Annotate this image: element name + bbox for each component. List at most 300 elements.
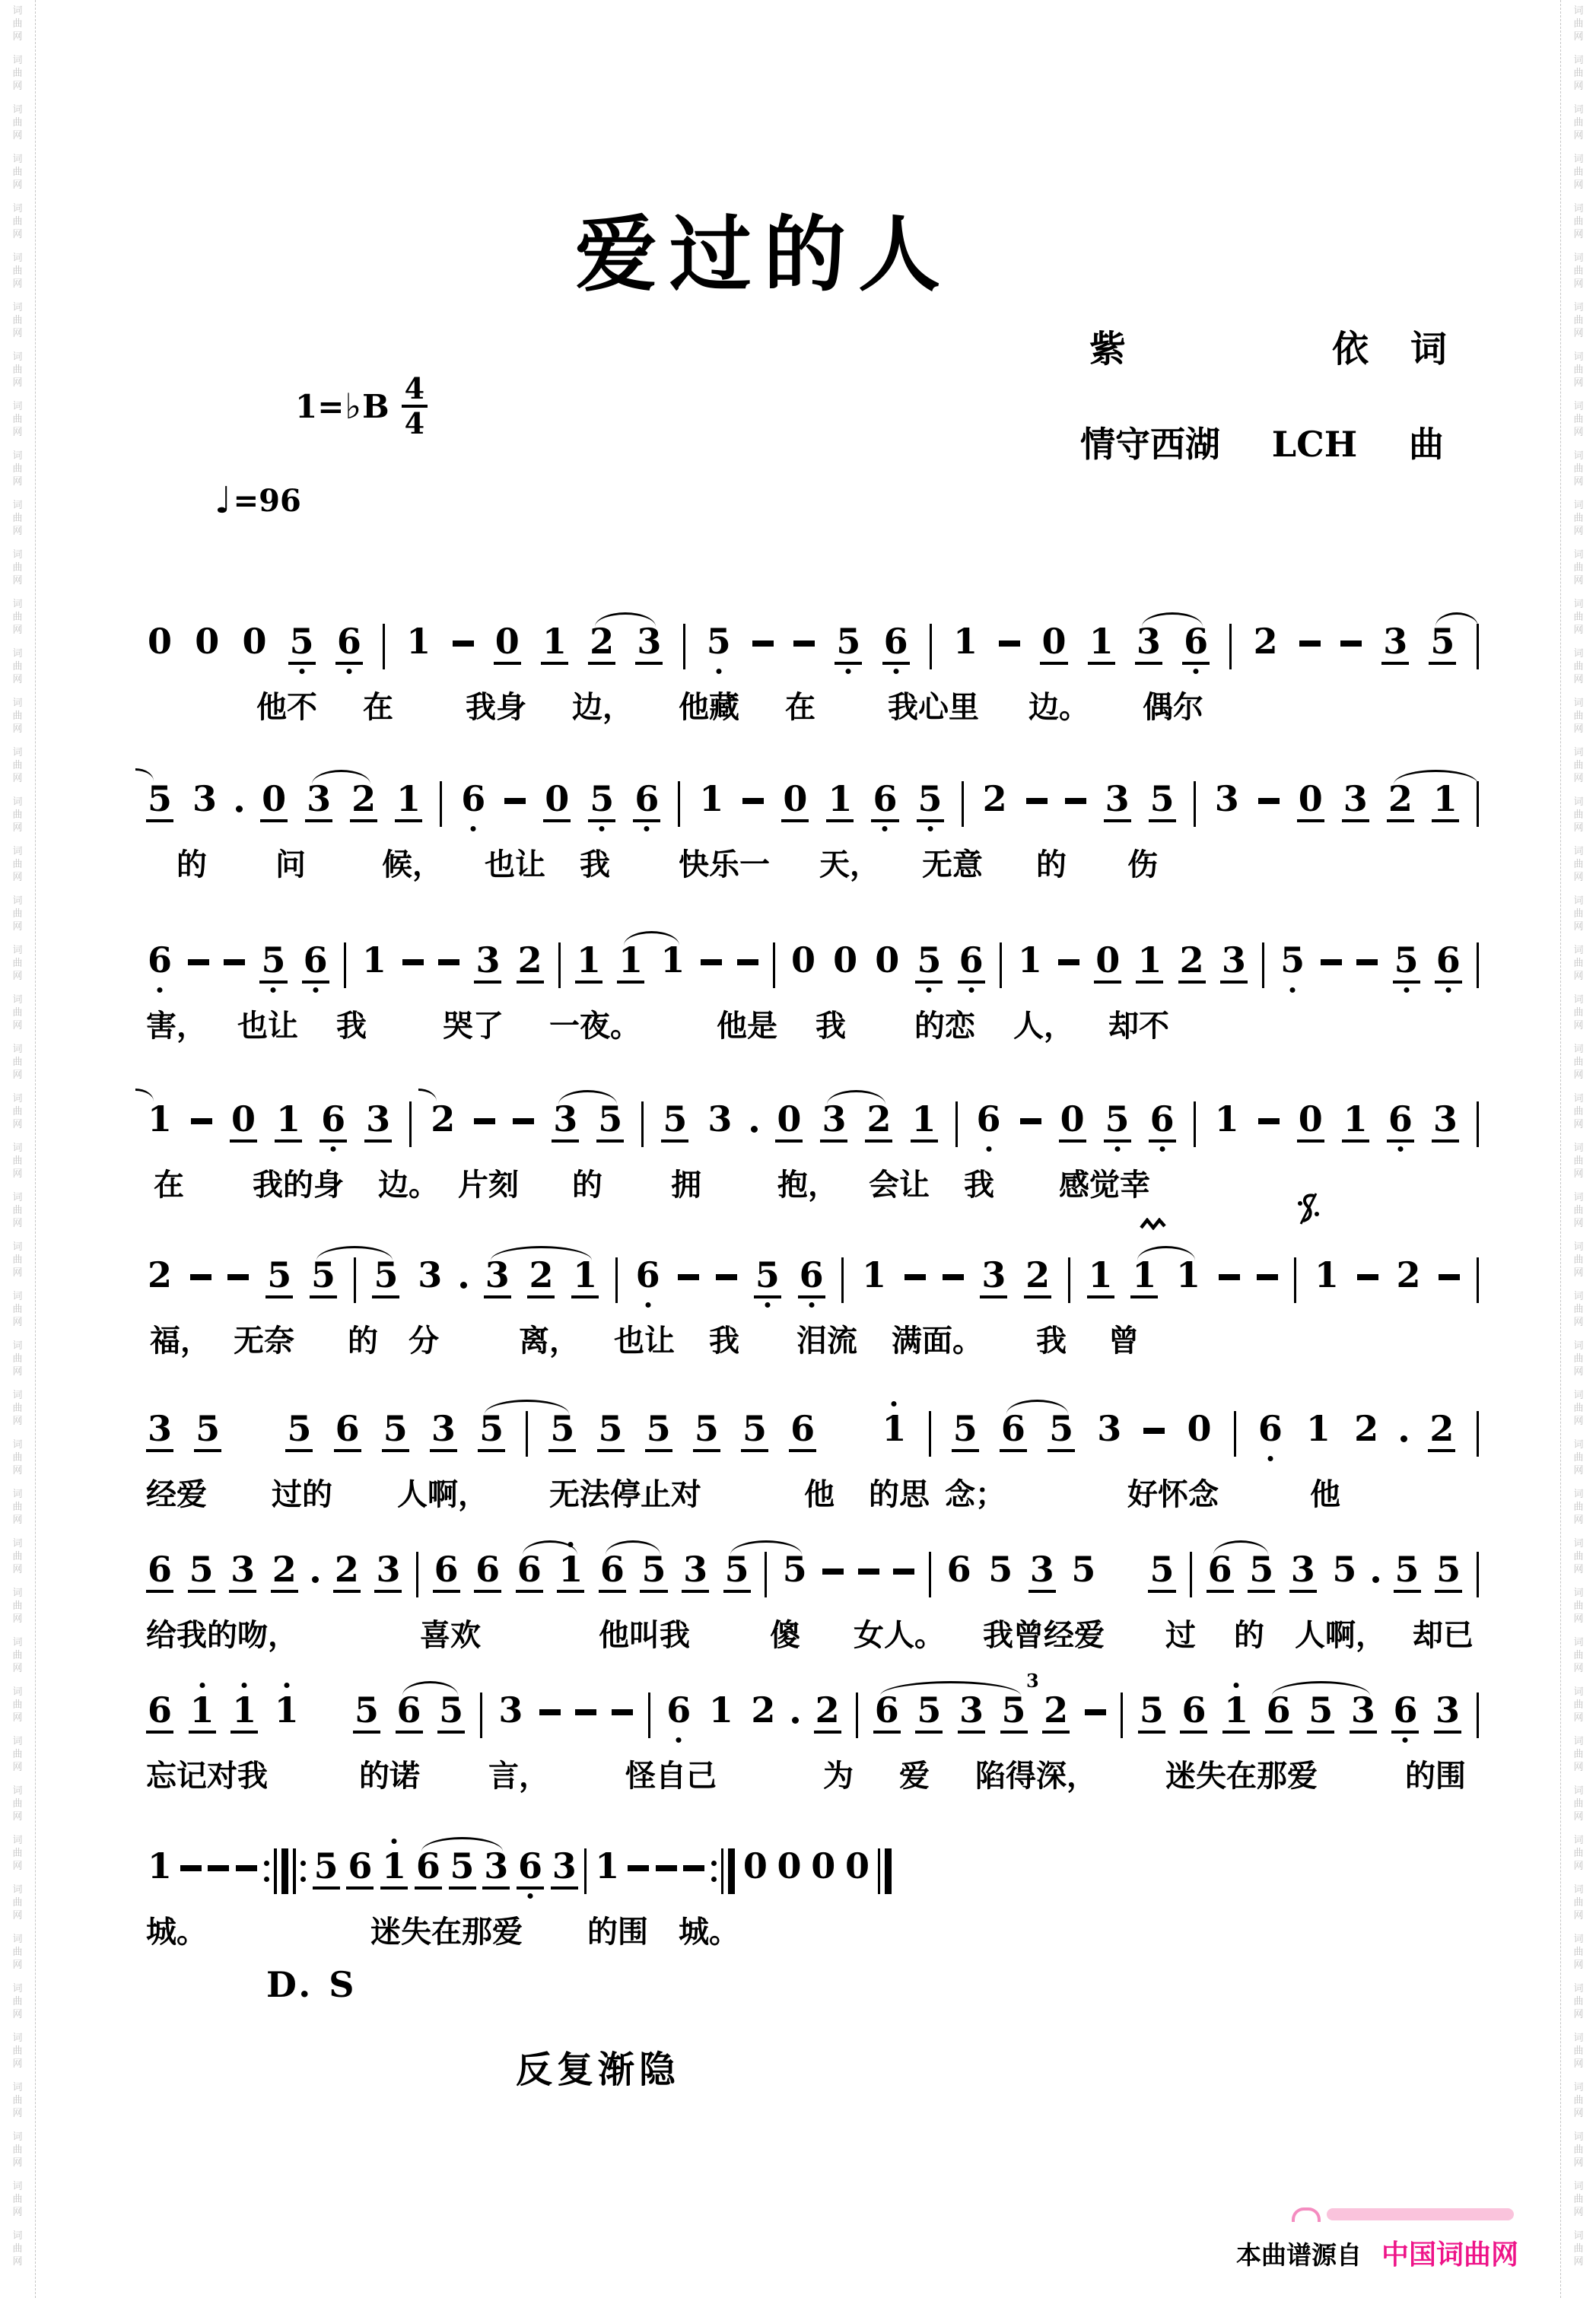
lyric: 我身 xyxy=(466,689,526,725)
barline xyxy=(344,942,346,988)
note-digit: 5 xyxy=(1248,1552,1275,1593)
lyric: 的 xyxy=(348,1323,378,1359)
lyric: 过 xyxy=(1165,1617,1196,1653)
watermark-char: 网 xyxy=(1573,625,1584,636)
watermark-char: 网 xyxy=(12,1366,23,1378)
note-5 xyxy=(146,778,173,822)
barline xyxy=(1477,1257,1479,1303)
watermark-char: 词 xyxy=(12,5,23,17)
note-1 xyxy=(1222,1689,1250,1734)
watermark-text-group xyxy=(12,1686,22,1724)
watermark-char: 网 xyxy=(1573,229,1584,240)
barline-stroke xyxy=(641,1101,644,1147)
note-6 xyxy=(516,1549,543,1593)
watermark-text-group xyxy=(12,598,22,637)
watermark-text-group xyxy=(1573,2032,1583,2071)
note-5 xyxy=(1435,1549,1462,1593)
watermark-char: 曲 xyxy=(12,809,23,821)
watermark-char: 网 xyxy=(1573,180,1584,191)
lyric: 福， xyxy=(150,1323,211,1359)
watermark-char: 网 xyxy=(1573,2207,1584,2218)
note-digit: 6 xyxy=(433,1552,460,1593)
barline-stroke xyxy=(1229,624,1232,669)
note-digit: 2 xyxy=(1396,1254,1421,1295)
lyric: 无法停止对 xyxy=(549,1476,701,1512)
note-5 xyxy=(353,1689,380,1734)
watermark-char: 曲 xyxy=(12,1155,23,1167)
music-line-4 xyxy=(146,1098,1485,1254)
dash xyxy=(793,640,815,647)
note-5 xyxy=(194,1408,221,1452)
watermark-char: 词 xyxy=(12,1143,23,1154)
time-signature-denominator: 4 xyxy=(404,406,425,440)
watermark-char: 网 xyxy=(12,1811,23,1823)
watermark-text-group xyxy=(12,54,22,93)
note-1 xyxy=(1016,939,1044,984)
note-2 xyxy=(1024,1254,1051,1298)
aug-dot xyxy=(312,1576,319,1583)
note-1 xyxy=(146,1098,173,1143)
watermark-char: 网 xyxy=(1573,2157,1584,2169)
note-3 xyxy=(706,1098,733,1143)
note-2 xyxy=(333,1549,361,1593)
lyric: 满面。 xyxy=(892,1323,983,1359)
note-6 xyxy=(459,778,487,822)
watermark-text-group xyxy=(12,1933,22,1972)
lyric: 分 xyxy=(409,1323,439,1359)
watermark-char: 词 xyxy=(1573,1143,1584,1154)
watermark-char: 词 xyxy=(12,2033,23,2044)
watermark-char: 网 xyxy=(12,1564,23,1575)
music-line-1 xyxy=(146,621,1485,776)
watermark-text-group xyxy=(1573,548,1583,587)
note-6 xyxy=(1000,1408,1027,1452)
dash xyxy=(716,1274,737,1280)
note-digit: 5 xyxy=(265,1257,293,1298)
note-0 xyxy=(1186,1408,1213,1452)
watermark-char: 曲 xyxy=(1573,68,1584,79)
watermark-char: 网 xyxy=(1573,1317,1584,1328)
watermark-char: 词 xyxy=(1573,1835,1584,1846)
watermark-char: 词 xyxy=(1573,2082,1584,2093)
note-3 xyxy=(374,1549,402,1593)
note-3 xyxy=(482,1845,510,1890)
low-octave-dot xyxy=(645,1302,650,1308)
note-6 xyxy=(1257,1408,1284,1452)
watermark-char: 网 xyxy=(1573,1168,1584,1180)
note-5 xyxy=(382,1408,409,1452)
lyric: 的思 xyxy=(869,1476,930,1512)
dash xyxy=(438,959,459,965)
watermark-char: 词 xyxy=(1573,945,1584,956)
watermark-text-group xyxy=(12,796,22,834)
watermark-char: 网 xyxy=(1573,1613,1584,1625)
watermark-text-group xyxy=(1573,1537,1583,1576)
watermark-char: 网 xyxy=(12,1712,23,1724)
barline xyxy=(526,1411,528,1457)
lyric: 他叫我 xyxy=(599,1617,690,1653)
dash xyxy=(504,798,526,804)
watermark-char: 曲 xyxy=(1573,760,1584,771)
note-5 xyxy=(645,1408,672,1452)
barline-stroke xyxy=(354,1257,356,1303)
note-digit: 6 xyxy=(873,1693,901,1734)
watermark-text-group xyxy=(1573,1636,1583,1675)
watermark-text-group xyxy=(1573,103,1583,142)
watermark-char: 曲 xyxy=(12,1502,23,1513)
watermark-char: 网 xyxy=(12,971,23,982)
note-digit: 5 xyxy=(288,624,316,665)
watermark-char: 词 xyxy=(12,1340,23,1352)
watermark-text-group xyxy=(12,2230,22,2268)
music-line-3 xyxy=(146,939,1485,1095)
barline-stroke xyxy=(856,1693,858,1738)
time-signature-numerator: 4 xyxy=(402,374,428,408)
note-digit: 3 xyxy=(482,1848,510,1890)
watermark-char: 曲 xyxy=(12,463,23,475)
watermark-char: 网 xyxy=(12,872,23,883)
lyric: 偶尔 xyxy=(1143,689,1203,725)
spacer xyxy=(1111,1552,1134,1559)
low-octave-dot xyxy=(893,669,898,674)
lyric: 过的 xyxy=(272,1476,332,1512)
watermark-text-group xyxy=(12,351,22,389)
barline-stroke xyxy=(293,1848,296,1894)
watermark-char: 网 xyxy=(1573,1366,1584,1378)
note-3 xyxy=(1135,621,1162,665)
music-line-2 xyxy=(146,778,1485,933)
note-5 xyxy=(640,1549,667,1593)
dash xyxy=(1299,640,1321,647)
note-digit: 2 xyxy=(751,1689,776,1731)
watermark-char: 网 xyxy=(1573,773,1584,784)
note-1 xyxy=(1087,1254,1114,1298)
note-5 xyxy=(1104,1098,1131,1143)
note-6 xyxy=(665,1689,692,1734)
note-digit: 1 xyxy=(826,781,854,822)
note-digit: 5 xyxy=(1393,942,1420,984)
low-octave-dot xyxy=(1403,1737,1408,1743)
note-digit: 1 xyxy=(911,1101,938,1143)
watermark-char: 曲 xyxy=(1573,661,1584,672)
note-6 xyxy=(320,1098,347,1143)
watermark-char: 词 xyxy=(12,351,23,363)
watermark-char: 曲 xyxy=(1573,2194,1584,2205)
note-0 xyxy=(776,1845,803,1890)
note-6 xyxy=(1391,1689,1419,1734)
note-digit: 5 xyxy=(1149,781,1176,822)
note-digit: 1 xyxy=(1432,781,1459,822)
watermark-char: 词 xyxy=(1573,1192,1584,1203)
watermark-char: 网 xyxy=(1573,1663,1584,1674)
watermark-char: 网 xyxy=(1573,723,1584,735)
note-digit: 5 xyxy=(310,1257,337,1298)
barline xyxy=(1477,1101,1479,1147)
lyric: 我 xyxy=(815,1008,846,1044)
note-0 xyxy=(790,939,817,984)
barline xyxy=(1477,624,1479,669)
watermark-char: 曲 xyxy=(12,958,23,969)
note-digit: 5 xyxy=(1071,1549,1096,1590)
note-1 xyxy=(698,778,725,822)
time-signature xyxy=(402,371,428,440)
watermark-char: 曲 xyxy=(12,2045,23,2057)
note-5 xyxy=(372,1254,399,1298)
note-digit: 5 xyxy=(146,781,173,822)
watermark-char: 词 xyxy=(1573,450,1584,462)
note-digit: 6 xyxy=(396,1693,423,1734)
note-3 xyxy=(635,621,663,665)
watermark-char: 词 xyxy=(12,55,23,66)
note-digit: 0 xyxy=(790,939,815,981)
watermark-char: 曲 xyxy=(12,710,23,722)
watermark-char: 网 xyxy=(12,1465,23,1476)
site-logo-text-blur xyxy=(1327,2208,1514,2220)
lyric: 候， xyxy=(382,847,443,882)
watermark-char: 网 xyxy=(12,180,23,191)
watermark-text-group xyxy=(12,1488,22,1527)
lyric: 无奈 xyxy=(234,1323,294,1359)
watermark-char: 词 xyxy=(1573,1340,1584,1352)
barline-stroke xyxy=(929,1552,931,1597)
watermark-char: 词 xyxy=(1573,1785,1584,1797)
note-3 xyxy=(980,1254,1007,1298)
watermark-text-group xyxy=(1573,1290,1583,1329)
note-6 xyxy=(1207,1549,1234,1593)
watermark-char: 网 xyxy=(12,1070,23,1081)
watermark-char: 曲 xyxy=(1573,1551,1584,1562)
note-6 xyxy=(975,1098,1003,1143)
watermark-char: 曲 xyxy=(1573,463,1584,475)
watermark-text-group xyxy=(12,5,22,43)
note-0 xyxy=(1297,1098,1324,1143)
note-2 xyxy=(1395,1254,1423,1298)
note-0 xyxy=(742,1845,769,1890)
note-3 xyxy=(1342,778,1369,822)
barline xyxy=(683,624,685,669)
watermark-char: 网 xyxy=(1573,1465,1584,1476)
watermark-char: 词 xyxy=(1573,1538,1584,1549)
dash xyxy=(1058,959,1079,965)
note-digit: 3 xyxy=(1342,781,1369,822)
note-digit: 2 xyxy=(1253,621,1278,662)
watermark-char: 词 xyxy=(1573,1686,1584,1698)
watermark-char: 曲 xyxy=(1573,1155,1584,1167)
watermark-char: 网 xyxy=(12,1267,23,1279)
watermark-text-group xyxy=(12,1735,22,1774)
watermark-text-group xyxy=(1573,1241,1583,1279)
note-digit: 0 xyxy=(195,621,220,662)
watermark-char: 网 xyxy=(12,1119,23,1130)
watermark-char: 网 xyxy=(1573,921,1584,933)
note-digit: 5 xyxy=(661,1101,688,1143)
note-2 xyxy=(1428,1408,1455,1452)
dash xyxy=(1065,798,1086,804)
lyric: 的诺 xyxy=(359,1758,420,1794)
right-watermark-strip xyxy=(1560,0,1596,2298)
barline-stroke xyxy=(728,1848,735,1894)
watermark-char: 曲 xyxy=(1573,710,1584,722)
note-3 xyxy=(1432,1098,1459,1143)
note-digit: 1 xyxy=(882,1408,907,1449)
lyricist-name-char1: 紫 xyxy=(1089,328,1127,370)
watermark-char: 曲 xyxy=(1573,2095,1584,2106)
note-digit: 3 xyxy=(484,1257,511,1298)
watermark-char: 网 xyxy=(12,2108,23,2119)
lyric: 片刻 xyxy=(458,1167,519,1203)
note-1 xyxy=(405,621,432,665)
watermark-char: 曲 xyxy=(12,18,23,30)
lyric: 哭了 xyxy=(443,1008,504,1044)
lyric: 好怀念 xyxy=(1127,1476,1219,1512)
dash xyxy=(752,640,774,647)
note-digit: 3 xyxy=(305,781,332,822)
watermark-char: 曲 xyxy=(1573,315,1584,326)
watermark-char: 网 xyxy=(1573,31,1584,43)
note-digit: 5 xyxy=(437,1693,465,1734)
lyric: 在 xyxy=(363,689,393,725)
note-digit: 3 xyxy=(820,1101,847,1143)
note-1 xyxy=(1342,1098,1369,1143)
watermark-char: 词 xyxy=(1573,846,1584,857)
lyric: 害， xyxy=(146,1008,207,1044)
key-prefix: 1= xyxy=(295,387,345,425)
watermark-char: 词 xyxy=(12,1983,23,1994)
barline xyxy=(354,1257,356,1303)
watermark-char: 曲 xyxy=(12,216,23,227)
note-digit: 6 xyxy=(789,1411,816,1452)
watermark-char: 网 xyxy=(12,1910,23,1921)
watermark-text-group xyxy=(12,153,22,192)
tempo-marking xyxy=(215,479,301,522)
barline-stroke xyxy=(1477,624,1479,669)
watermark-text-group xyxy=(12,1241,22,1279)
composer-initials: LCH xyxy=(1271,424,1358,465)
note-1 xyxy=(380,1845,408,1890)
note-digit: 6 xyxy=(1149,1101,1176,1143)
aug-dot xyxy=(236,806,243,812)
barline xyxy=(1194,781,1196,827)
high-octave-dot xyxy=(199,1683,205,1688)
note-0 xyxy=(260,778,288,822)
watermark-char: 网 xyxy=(1573,2058,1584,2070)
watermark-char: 曲 xyxy=(12,1403,23,1414)
watermark-text-group xyxy=(1573,1834,1583,1873)
watermark-text-group xyxy=(12,1834,22,1873)
watermark-char: 词 xyxy=(12,1439,23,1451)
note-digit: 0 xyxy=(1297,1101,1324,1143)
watermark-char: 曲 xyxy=(12,364,23,376)
note-6 xyxy=(1435,939,1462,984)
watermark-text-group xyxy=(1573,796,1583,834)
watermark-text-group xyxy=(1573,2081,1583,2120)
low-octave-dot xyxy=(1445,987,1451,993)
watermark-char: 词 xyxy=(12,401,23,412)
barline-stroke xyxy=(683,624,685,669)
watermark-text-group xyxy=(12,1636,22,1675)
barline-stroke xyxy=(440,781,442,827)
watermark-text-group xyxy=(1573,54,1583,93)
note-digit: 3 xyxy=(1220,942,1248,984)
low-octave-dot xyxy=(331,1146,336,1152)
note-digit: 5 xyxy=(1435,1552,1462,1593)
dash xyxy=(893,1569,914,1575)
note-digit: 3 xyxy=(682,1552,709,1593)
watermark-char: 网 xyxy=(1573,1910,1584,1921)
barline-stroke xyxy=(416,1552,418,1597)
watermark-char: 词 xyxy=(12,1538,23,1549)
watermark-char: 网 xyxy=(12,575,23,586)
watermark-char: 词 xyxy=(12,895,23,907)
watermark-char: 网 xyxy=(12,822,23,834)
note-6 xyxy=(346,1845,374,1890)
note-digit: 0 xyxy=(875,939,900,981)
note-1 xyxy=(707,1689,735,1734)
note-6 xyxy=(517,1845,544,1890)
low-octave-dot xyxy=(716,669,721,674)
watermark-char: 词 xyxy=(1573,599,1584,610)
lyric: 的围 xyxy=(1405,1758,1466,1794)
dash xyxy=(1020,1118,1041,1124)
watermark-char: 网 xyxy=(12,229,23,240)
watermark-char: 词 xyxy=(1573,302,1584,313)
watermark-char: 曲 xyxy=(1573,1600,1584,1612)
note-3 xyxy=(1028,1549,1056,1593)
watermark-char: 词 xyxy=(12,1884,23,1896)
barline xyxy=(416,1552,418,1597)
note-0 xyxy=(1040,621,1067,665)
note-1 xyxy=(1213,1098,1241,1143)
note-digit: 6 xyxy=(1180,1693,1207,1734)
note-digit: 5 xyxy=(835,624,862,665)
dal-segno-label: D. S xyxy=(266,1964,358,2005)
note-1 xyxy=(571,1254,599,1298)
low-octave-dot xyxy=(986,1146,991,1152)
barline-stroke xyxy=(930,624,932,669)
lyrics-row xyxy=(146,1161,1485,1203)
watermark-text-group xyxy=(12,944,22,983)
note-digit: 5 xyxy=(1332,1549,1357,1590)
note-5 xyxy=(1138,1689,1165,1734)
note-3 xyxy=(497,1689,524,1734)
repeat-dots xyxy=(711,1850,717,1893)
barline-stroke xyxy=(1234,1411,1236,1457)
barline xyxy=(440,781,442,827)
note-5 xyxy=(1393,939,1420,984)
watermark-char: 词 xyxy=(12,1637,23,1648)
low-octave-dot xyxy=(1397,1146,1403,1152)
note-6 xyxy=(882,621,910,665)
watermark-char: 曲 xyxy=(12,859,23,870)
watermark-char: 词 xyxy=(12,945,23,956)
watermark-text-group xyxy=(12,202,22,241)
watermark-char: 网 xyxy=(1573,872,1584,883)
note-digit: 1 xyxy=(953,621,978,662)
dash xyxy=(678,1274,699,1280)
note-digit: 5 xyxy=(188,1552,215,1593)
watermark-char: 曲 xyxy=(1573,364,1584,376)
watermark-text-group xyxy=(1573,202,1583,241)
note-6 xyxy=(335,621,363,665)
note-0 xyxy=(1094,939,1121,984)
source-credit-site-link[interactable]: 中国词曲网 xyxy=(1381,2239,1519,2271)
low-octave-dot xyxy=(313,987,318,993)
watermark-char: 词 xyxy=(1573,1093,1584,1105)
note-1 xyxy=(952,621,979,665)
note-digit: 1 xyxy=(1342,1101,1369,1143)
note-2 xyxy=(350,778,377,822)
barline xyxy=(648,1693,650,1738)
